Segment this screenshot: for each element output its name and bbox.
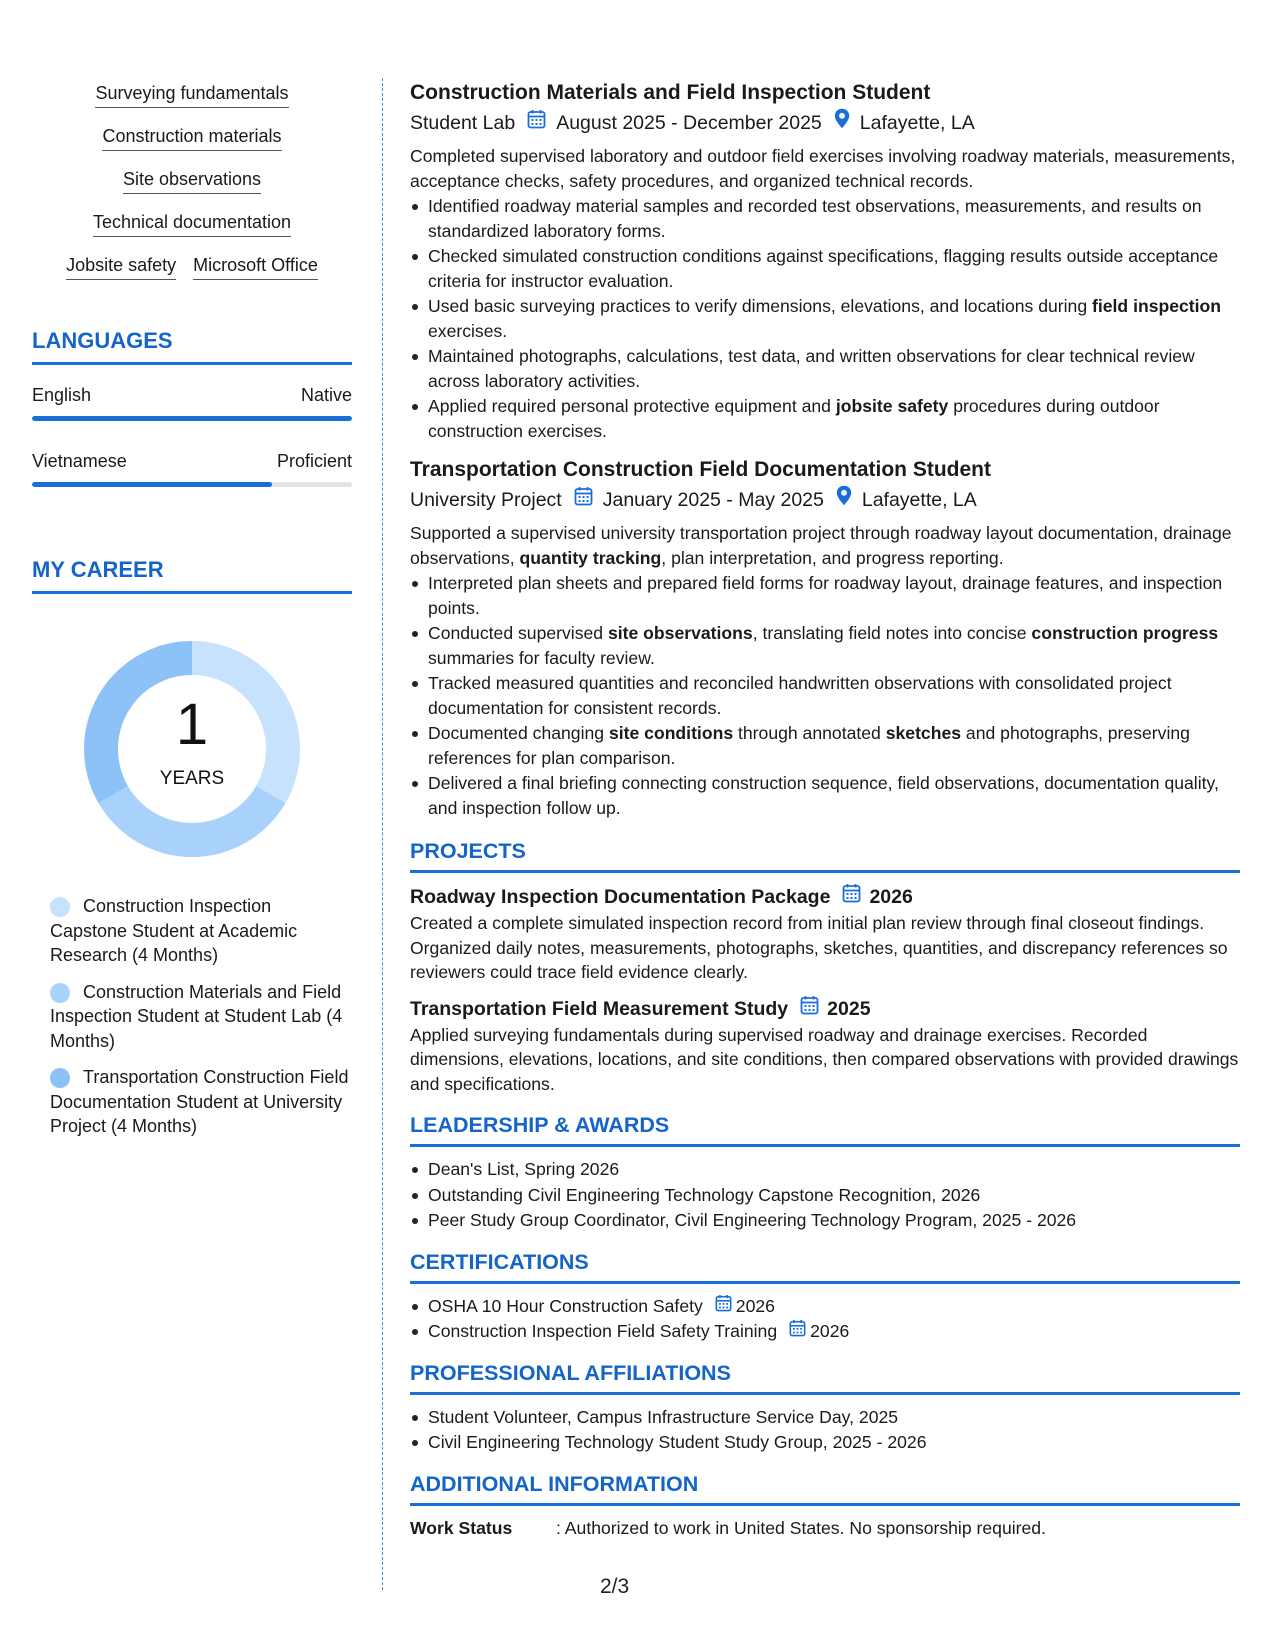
job-organization: Student Lab xyxy=(410,112,516,134)
skill-tag: Technical documentation xyxy=(93,211,291,237)
bullet-item: Used basic surveying practices to verify dimensions, elevations, and locations during field inspection exercises. xyxy=(410,294,1240,343)
job-bullets xyxy=(410,194,1240,443)
job-summary: Completed supervised laboratory and outdoor field exercises involving roadway materials, measurements, acceptance checks, safety procedures, and organized technical records. xyxy=(410,146,1236,191)
legend-swatch xyxy=(50,897,70,917)
project-year: 2026 xyxy=(869,886,913,908)
bullet-item: Identified roadway material samples and recorded test observations, measurements, and results on standardized laboratory forms. xyxy=(410,194,1240,243)
experience-entry xyxy=(410,78,1240,443)
calendar-icon xyxy=(789,1319,806,1344)
project-entry xyxy=(410,883,1240,985)
skills-list xyxy=(32,82,352,280)
certifications-list xyxy=(410,1294,1240,1344)
language-name: English xyxy=(32,385,92,405)
job-title: Construction Materials and Field Inspection Student xyxy=(410,81,931,104)
award-item: Outstanding Civil Engineering Technology Capstone Recognition, 2026 xyxy=(410,1183,1240,1208)
bullet-item: Delivered a final briefing connecting construction sequence, field observations, documentation quality, and inspection follow up. xyxy=(410,771,1240,820)
bullet-item: Checked simulated construction conditions against specifications, flagging results outside acceptance criteria for instructor evaluation. xyxy=(410,244,1240,293)
language-proficiency-bar xyxy=(32,416,352,421)
affiliations-list xyxy=(410,1405,1240,1455)
work-status-label: Work Status xyxy=(410,1517,513,1538)
career-donut-chart xyxy=(77,634,307,864)
languages-heading: LANGUAGES xyxy=(32,328,352,365)
languages-section xyxy=(32,328,352,487)
skill-tag: Microsoft Office xyxy=(193,254,318,280)
bullet-item: Tracked measured quantities and reconciled handwritten observations with consolidated project documentation for consistent records. xyxy=(410,671,1240,720)
calendar-icon xyxy=(715,1294,732,1319)
affiliation-item: Student Volunteer, Campus Infrastructure Service Day, 2025 xyxy=(410,1405,1240,1430)
award-item: Dean's List, Spring 2026 xyxy=(410,1157,1240,1182)
legend-item xyxy=(50,980,352,1054)
language-item xyxy=(32,385,352,421)
legend-label: Construction Inspection Capstone Student at Academic Research (4 Months) xyxy=(50,896,298,965)
bullet-item: Applied required personal protective equipment and jobsite safety procedures during outdoor construction exercises. xyxy=(410,394,1240,443)
language-level: Proficient xyxy=(276,451,352,471)
language-name: Vietnamese xyxy=(32,451,127,471)
bullet-item: Interpreted plan sheets and prepared field forms for roadway layout, drainage features, and inspection points. xyxy=(410,571,1240,620)
location-pin-icon xyxy=(836,485,852,515)
career-legend xyxy=(32,894,352,1139)
job-organization: University Project xyxy=(410,489,562,511)
legend-label: Construction Materials and Field Inspection Student at Student Lab (4 Months) xyxy=(50,981,343,1051)
job-location: Lafayette, LA xyxy=(861,489,977,511)
projects-heading: PROJECTS xyxy=(410,836,1240,873)
language-proficiency-bar xyxy=(32,482,352,487)
calendar-icon xyxy=(842,883,861,911)
location-pin-icon xyxy=(834,108,850,138)
affiliation-item: Civil Engineering Technology Student Study Group, 2025 - 2026 xyxy=(410,1430,1240,1455)
language-level: Native xyxy=(300,385,352,405)
career-heading: MY CAREER xyxy=(32,557,352,594)
project-entry xyxy=(410,995,1240,1097)
project-description: Created a complete simulated inspection record from initial plan review through final closeout findings. Organized daily notes, measurements, photographs, sketches, quantities, and discrepancy references so reviewers could trace field evidence clearly. xyxy=(410,913,1228,982)
calendar-icon xyxy=(527,108,546,138)
sidebar xyxy=(32,82,352,1151)
calendar-icon xyxy=(800,995,819,1023)
work-status-value: : Authorized to work in United States. No sponsorship required. xyxy=(556,1517,1046,1538)
certification-item xyxy=(410,1294,1240,1319)
legend-swatch xyxy=(50,983,70,1003)
career-total-label: YEARS xyxy=(159,768,225,789)
skill-tag: Construction materials xyxy=(102,125,281,151)
donut-segment xyxy=(98,786,285,857)
legend-label: Transportation Construction Field Documentation Student at University Project (4 Months) xyxy=(50,1067,349,1136)
project-title-row xyxy=(410,995,1240,1023)
career-total-value: 1 xyxy=(175,692,209,757)
award-item: Peer Study Group Coordinator, Civil Engineering Technology Program, 2025 - 2026 xyxy=(410,1208,1240,1233)
legend-item xyxy=(50,894,352,968)
language-proficiency-fill xyxy=(32,482,272,487)
bullet-item: Conducted supervised site observations, translating field notes into concise construction progress summaries for faculty review. xyxy=(410,621,1240,670)
experience-entry xyxy=(410,455,1240,820)
career-section xyxy=(32,557,352,1139)
job-bullets xyxy=(410,571,1240,820)
awards-heading: LEADERSHIP & AWARDS xyxy=(410,1110,1240,1147)
column-divider xyxy=(382,78,383,1590)
certification-year: 2026 xyxy=(735,1295,775,1316)
awards-list xyxy=(410,1157,1240,1233)
certification-name: OSHA 10 Hour Construction Safety xyxy=(428,1295,703,1316)
skill-tag: Surveying fundamentals xyxy=(95,82,288,108)
main-content xyxy=(410,78,1240,1540)
job-meta xyxy=(410,108,1240,138)
project-title: Transportation Field Measurement Study xyxy=(410,997,789,1020)
skill-tag: Jobsite safety xyxy=(66,254,176,280)
legend-item xyxy=(50,1065,352,1139)
certification-item xyxy=(410,1319,1240,1344)
legend-swatch xyxy=(50,1068,70,1088)
job-dates: August 2025 - December 2025 xyxy=(556,112,822,134)
bullet-item: Documented changing site conditions through annotated sketches and photographs, preserving references for plan comparison. xyxy=(410,721,1240,770)
project-description: Applied surveying fundamentals during supervised roadway and drainage exercises. Recorded dimensions, elevations, locations, and site conditions, then compared observations with provided drawings and specifications. xyxy=(410,1024,1239,1094)
project-title: Roadway Inspection Documentation Package xyxy=(410,886,831,908)
project-year: 2025 xyxy=(827,997,871,1020)
language-proficiency-fill xyxy=(32,416,352,421)
page-number: 2/3 xyxy=(600,1575,630,1598)
skill-tag: Site observations xyxy=(123,168,261,194)
project-title-row xyxy=(410,883,1240,911)
calendar-icon xyxy=(574,485,593,515)
language-item xyxy=(32,451,352,487)
job-summary: Supported a supervised university transportation project through roadway layout documentation, drainage observations, quantity tracking, plan interpretation, and progress reporting. xyxy=(410,523,1232,568)
job-dates: January 2025 - May 2025 xyxy=(602,489,824,511)
additional-heading: ADDITIONAL INFORMATION xyxy=(410,1469,1240,1506)
work-status-row xyxy=(410,1516,1240,1541)
certification-year: 2026 xyxy=(810,1321,850,1341)
certification-name: Construction Inspection Field Safety Training xyxy=(428,1321,778,1341)
bullet-item: Maintained photographs, calculations, test data, and written observations for clear technical review across laboratory activities. xyxy=(410,344,1240,393)
certifications-heading: CERTIFICATIONS xyxy=(410,1247,1240,1284)
job-meta xyxy=(410,485,1240,515)
job-title: Transportation Construction Field Documentation Student xyxy=(410,458,991,481)
job-location: Lafayette, LA xyxy=(859,112,975,134)
affiliations-heading: PROFESSIONAL AFFILIATIONS xyxy=(410,1358,1240,1395)
